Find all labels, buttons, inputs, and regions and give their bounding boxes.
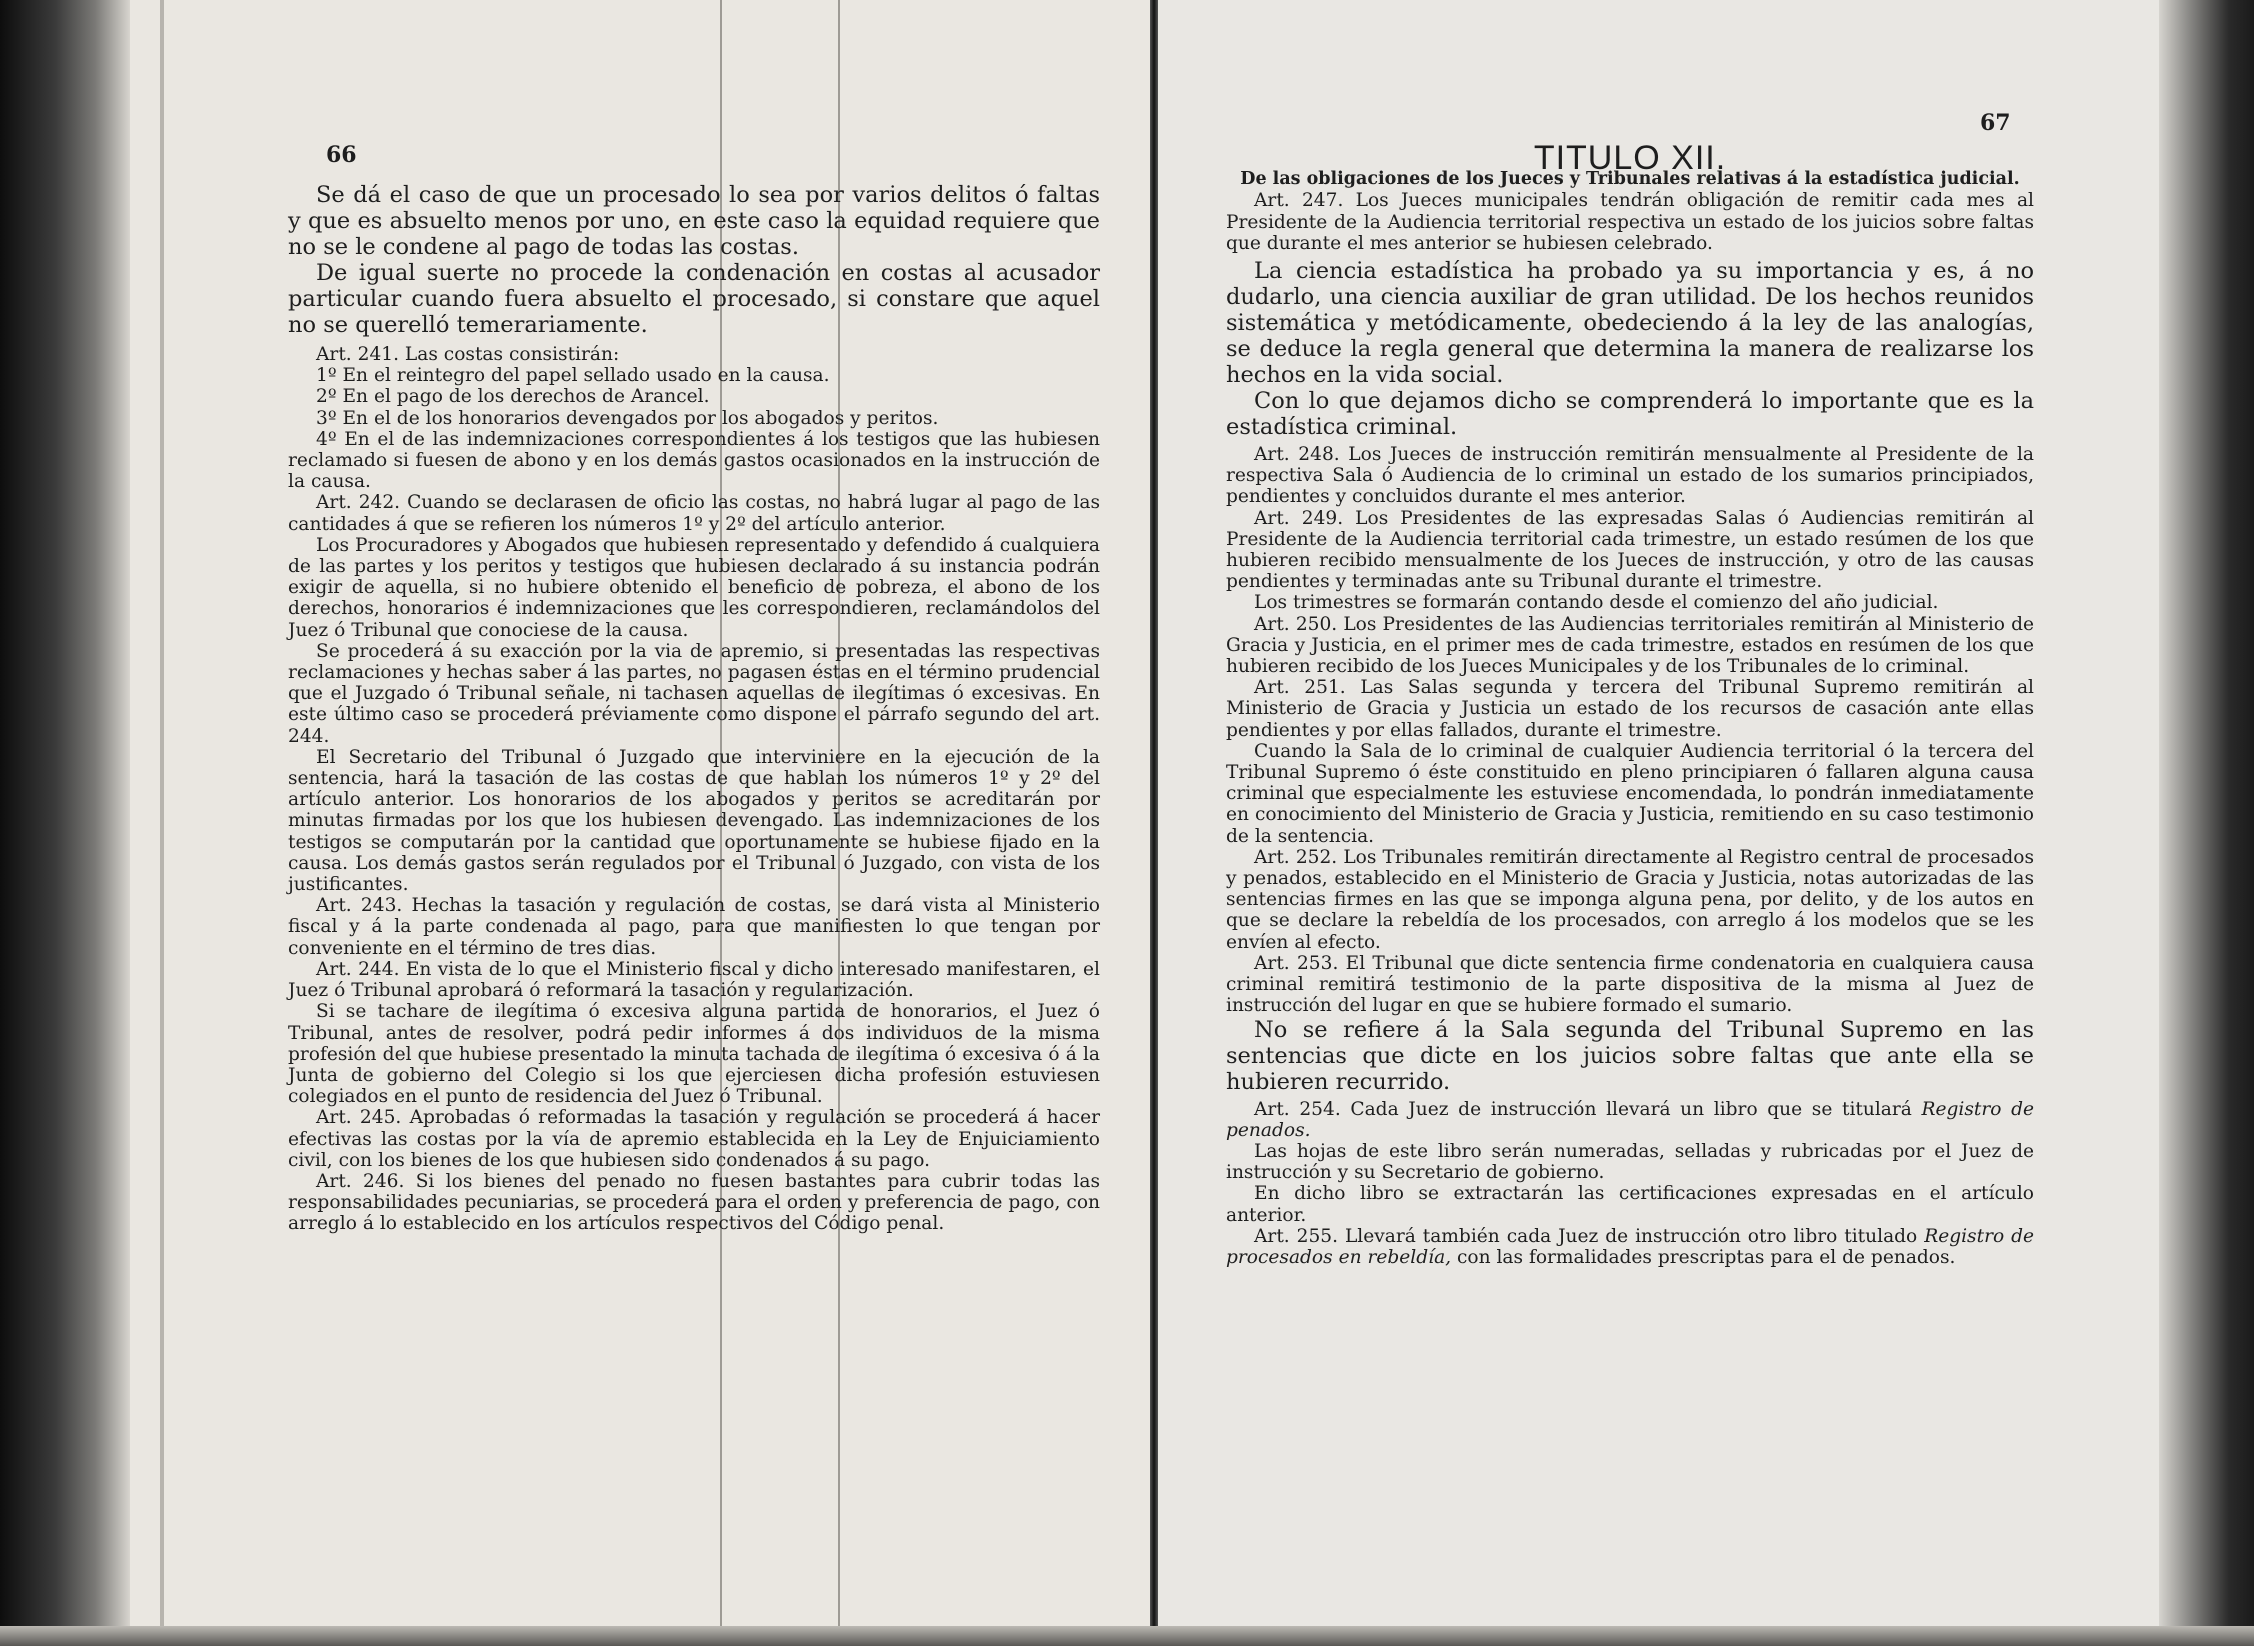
article-241: Art. 241. Las costas consistirán: [316,344,620,365]
book-title: Registro de procesados en rebeldía, [1226,1225,2034,1268]
list-item: 4º En el de las indemnizaciones correspondientes á los testigos que las hubiesen reclamado si fuesen de abono y en los demás gastos ocasionados en la instrucción de la causa. [288,428,1100,493]
commentary: No se refiere á la Sala segunda del Tribunal Supremo en las sentencias que dicte en los juicios sobre faltas que ante ella se hubieren recurrido. [1226,1016,2034,1095]
book-spine [1150,0,1158,1646]
article-245: Art. 245. Aprobadas ó reformadas la tasación y regulación se procederá á hacer efectivas las costas por la vía de apremio establecida en la Ley de Enjuiciamiento civil, con los bienes de los que hubiesen sido condenados á su pago. [288,1107,1100,1171]
article-248: Art. 248. Los Jueces de instrucción remitirán mensualmente al Presidente de la respectiva Sala ó Audiencia de lo criminal un estado de los sumarios principiados, pendientes y concluidos durante el mes anterior. [1226,444,2034,508]
article-254 [1226,1099,2034,1141]
paragraph: Se procederá á su exacción por la via de apremio, si presentadas las respectivas reclamaciones y hechas saber á las partes, no pagasen éstas en el término prudencial que el Juzgado ó Tribunal señale, ni tachasen aquellas de ilegítimas ó excesivas. En este último caso se procederá préviamente como dispone el párrafo segundo del art. 244. [288,640,1100,747]
paragraph: En dicho libro se extractarán las certificaciones expresadas en el artículo anterior. [1226,1183,2034,1226]
paragraph: El Secretario del Tribunal ó Juzgado que interviniere en la ejecución de la sentencia, hará la tasación de las costas de que hablan los números 1º y 2º del artículo anterior. Los honorarios de los abogados y peritos se acreditarán por minutas firmadas por los que los hubiesen devengado. Las indemnizaciones de los testigos se computarán por la cantidad que oportunamente se hubiese fijado en la causa. Los demás gastos serán regulados por el Tribunal ó Juzgado, con vista de los justificantes. [288,746,1100,896]
article-243: Art. 243. Hechas la tasación y regulación de costas, se dará vista al Ministerio fiscal y á la parte condenada al pago, para que manifiesten lo que tengan por conveniente en el término de tres dias. [288,895,1100,959]
article-255 [1226,1226,2034,1268]
article-252: Art. 252. Los Tribunales remitirán directamente al Registro central de procesados y penados, establecido en el Ministerio de Gracia y Justicia, notas autorizadas de las sentencias firmes en las que se imponga alguna pena, por delito, y de los autos en que se declare la rebeldía de los procesados, con arreglo á los modelos que se les envíen al efecto. [1226,846,2034,953]
list-item: 3º En el de los honorarios devengados por los abogados y peritos. [316,407,939,429]
article-255-tail: con las formalidades prescriptas para el de penados. [1456,1246,1956,1268]
article-247: Art. 247. Los Jueces municipales tendrán obligación de remitir cada mes al Presidente de la Audiencia territorial respectiva un estado de los juicios sobre faltas que durante el mes anterior se hubiesen celebrado. [1226,190,2034,254]
article-249: Art. 249. Los Presidentes de las expresadas Salas ó Audiencias remitirán al Presidente de la Audiencia territorial cada trimestre, un estado resúmen de los que hubieren recibido mensualmente de los Jueces de instrucción, y otro de las causas pendientes y terminadas ante su Tribunal durante el trimestre. [1226,507,2034,593]
commentary: La ciencia estadística ha probado ya su importancia y es, á no dudarlo, una ciencia auxiliar de gran utilidad. De los hechos reunidos sistemática y metódicamente, obedeciendo á la ley de las analogías, se deduce la regla general que determina la manera de realizarse los hechos en la vida social. [1226,258,2034,389]
paragraph: De igual suerte no procede la condenación en costas al acusador particular cuando fuera absuelto el procesado, si constare que aquel no se querelló temerariamente. [288,260,1100,338]
article-254-text: Art. 254. Cada Juez de instrucción llevará un libro que se titulará [1254,1098,1912,1120]
article-253: Art. 253. El Tribunal que dicte sentencia firme condenatoria en cualquiera causa criminal remitirá testimonio de la parte dispositiva de la misma al Juez de instrucción del lugar en que se hubiere formado el sumario. [1226,952,2034,1017]
paragraph: Se dá el caso de que un procesado lo sea por varios delitos ó faltas y que es absuelto menos por uno, en este caso la equidad requiere que no se le condene al pago de todas las costas. [288,182,1100,260]
bottom-shadow [0,1626,2254,1646]
page-number: 67 [1980,110,2011,136]
section-title: TITULO XII. [1533,139,1727,177]
page-edge-line [160,0,164,1646]
article-255-text: Art. 255. Llevará también cada Juez de instrucción otro libro titulado [1254,1225,1918,1247]
list-item: 2º En el pago de los derechos de Arancel. [316,386,710,408]
article-251: Art. 251. Las Salas segunda y tercera del Tribunal Supremo remitirán al Ministerio de Gracia y Justicia un estado de los recursos de casación ante ellas pendientes y por ellas fallados, durante el trimestre. [1226,677,2034,741]
paragraph: Los trimestres se formarán contando desde el comienzo del año judicial. [1254,592,1939,614]
article-246: Art. 246. Si los bienes del penado no fuesen bastantes para cubrir todas las responsabilidades pecuniarias, se procederá para el orden y preferencia de pago, con arreglo á lo establecido en los artículos respectivos del Código penal. [288,1170,1100,1235]
commentary: Con lo que dejamos dicho se comprenderá lo importante que es la estadística criminal. [1226,388,2034,441]
list-item: 1º En el reintegro del papel sellado usado en la causa. [316,365,830,387]
paragraph: Cuando la Sala de lo criminal de cualquier Audiencia territorial ó la tercera del Tribunal Supremo ó éste constituido en pleno principiaren ó fallaren alguna causa criminal que especialmente les estuviese encomendada, lo pondrán inmediatamente en conocimiento del Ministerio de Gracia y Justicia, remitiendo en su caso testimonio de la sentencia. [1226,740,2034,847]
section-subtitle: De las obligaciones de los Jueces y Tribunales relativas á la estadística judicial. [1240,169,2020,190]
article-242: Art. 242. Cuando se declarasen de oficio las costas, no habrá lugar al pago de las cantidades á que se refieren los números 1º y 2º del artículo anterior. [288,492,1100,535]
article-250: Art. 250. Los Presidentes de las Audiencias territoriales remitirán al Ministerio de Gracia y Justicia, en el primer mes de cada trimestre, estados en resúmen de los que hubieren recibido de los Jueces Municipales y de los Tribunales de lo criminal. [1226,613,2034,678]
paragraph: Si se tachare de ilegítima ó excesiva alguna partida de honorarios, el Juez ó Tribunal, antes de resolver, podrá pedir informes á dos individuos de la misma profesión del que hubiese presentado la minuta tachada de ilegítima ó excesiva ó á la Junta de gobierno del Colegio si los que ejerciesen dicha profesión estuviesen colegiados en el punto de residencia del Juez ó Tribunal. [288,1001,1100,1108]
page-edge-shadow [2159,0,2254,1646]
left-text-column [288,182,1100,1235]
right-text-column [1226,139,2034,1268]
article-244: Art. 244. En vista de lo que el Ministerio fiscal y dicho interesado manifestaren, el Juez ó Tribunal aprobará ó reformará la tasación y regularización. [288,958,1100,1002]
right-page [1158,0,2254,1646]
paragraph: Las hojas de este libro serán numeradas, selladas y rubricadas por el Juez de instrucción y su Secretario de gobierno. [1226,1140,2034,1184]
paragraph: Los Procuradores y Abogados que hubiesen representado y defendido á cualquiera de las partes y los peritos y testigos que hubiesen declarado á su instancia podrán exigir de aquella, si no hubiere obtenido el beneficio de pobreza, el abono de los derechos, honorarios é indemnizaciones que les correspondieren, reclamándolos del Juez ó Tribunal que conociese de la causa. [288,534,1100,641]
page-edge-shadow [0,0,130,1646]
page-number: 66 [326,142,357,168]
book-title: Registro de penados. [1226,1098,2034,1141]
